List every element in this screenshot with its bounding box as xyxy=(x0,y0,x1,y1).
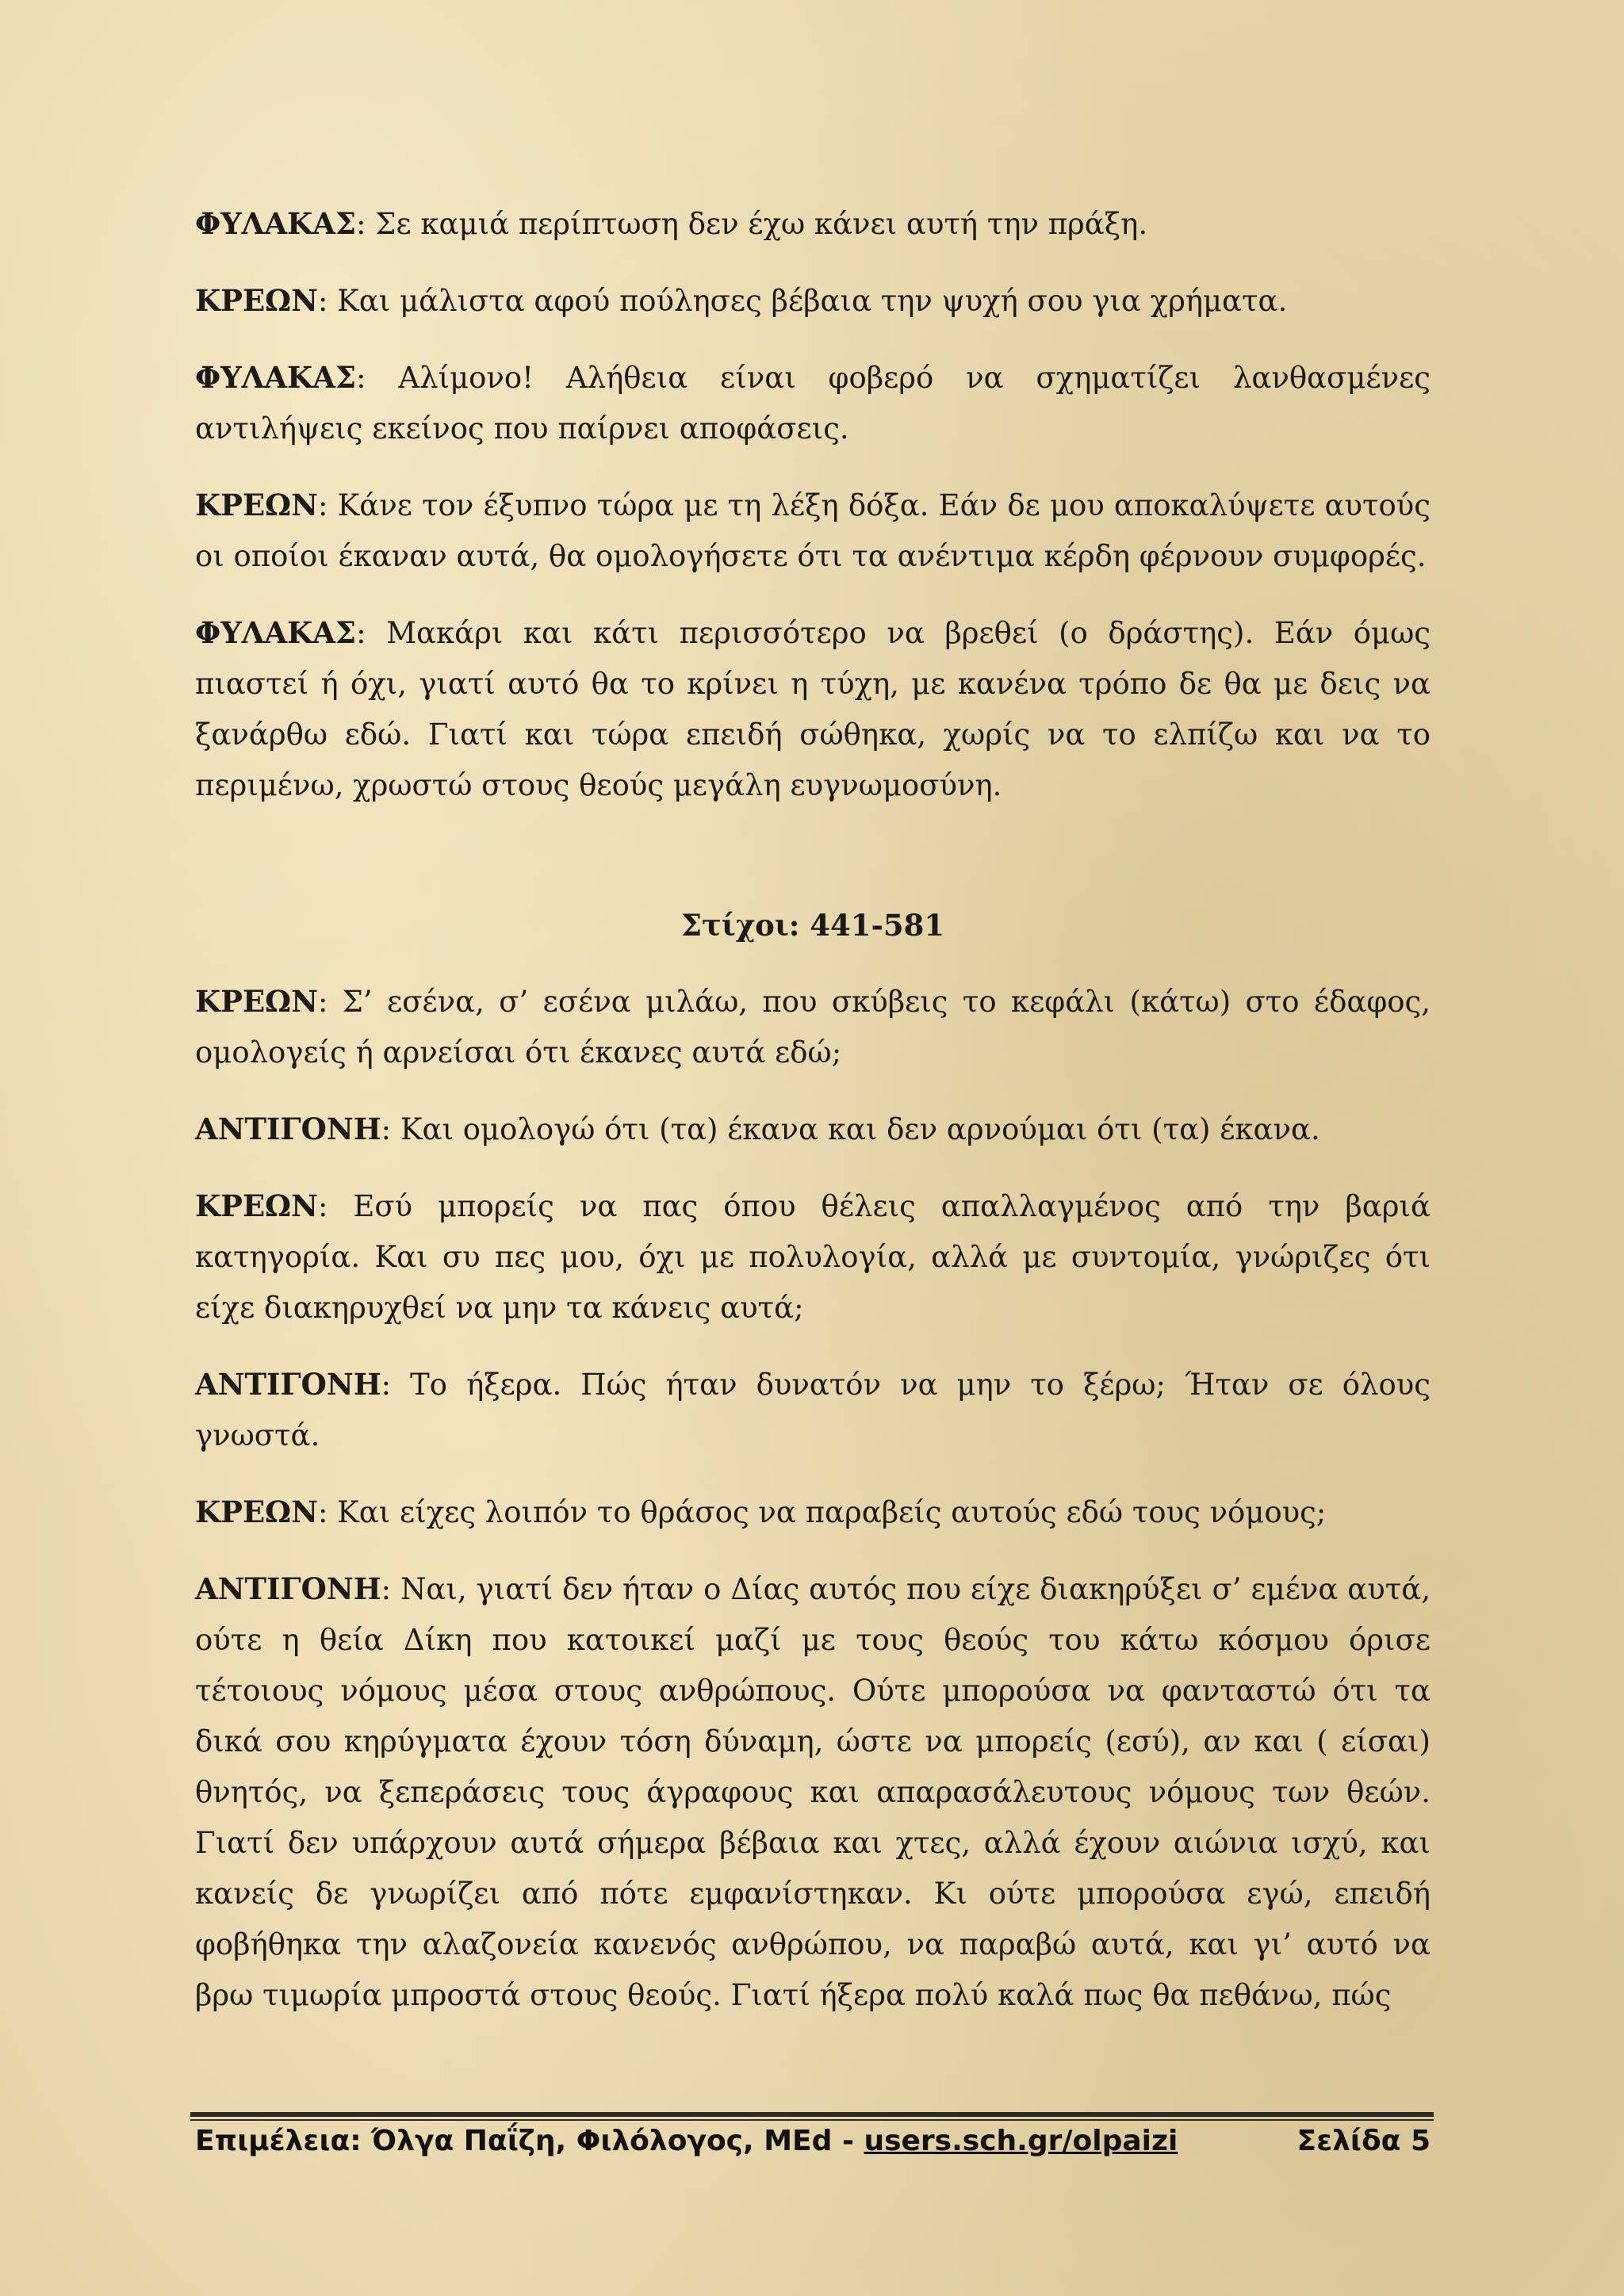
dialogue-text: : Σ’ εσένα, σ’ εσένα μιλάω, που σκύβεις το κεφάλι (κάτω) στο έδαφος, ομολογείς ή αρνείσαι ότι έκανες αυτά εδώ; xyxy=(195,985,1431,1070)
dialogue-paragraph xyxy=(195,352,1431,454)
speaker-name: ΚΡΕΩΝ xyxy=(195,984,318,1019)
speaker-name: ΑΝΤΙΓΟΝΗ xyxy=(195,1367,381,1402)
dialogue-paragraph xyxy=(195,1359,1431,1461)
dialogue-before xyxy=(195,198,1431,811)
page-body xyxy=(195,198,1431,2046)
dialogue-text: : Και είχες λοιπόν το θράσος να παραβείς αυτούς εδώ τους νόμους; xyxy=(317,1495,1327,1529)
dialogue-paragraph xyxy=(195,275,1431,327)
speaker-name: ΑΝΤΙΓΟΝΗ xyxy=(195,1571,381,1606)
dialogue-text: : Και μάλιστα αφού πούλησες βέβαια την ψυχή σου για χρήματα. xyxy=(317,284,1288,318)
speaker-name: ΦΥΛΑΚΑΣ xyxy=(195,206,357,241)
dialogue-paragraph xyxy=(195,1104,1431,1155)
dialogue-paragraph xyxy=(195,198,1431,250)
footer-divider xyxy=(190,2112,1434,2121)
dialogue-text: : Κάνε τον έξυπνο τώρα με τη λέξη δόξα. Εάν δε μου αποκαλύψετε αυτούς οι οποίοι έκαναν αυτά, θα ομολογήσετε ότι τα ανέντιμα κέρδη φέρνουν συμφορές. xyxy=(195,488,1431,573)
section-heading: Στίχοι: 441-581 xyxy=(680,908,945,943)
dialogue-text: : Μακάρι και κάτι περισσότερο να βρεθεί (ο δράστης). Εάν όμως πιαστεί ή όχι, γιατί αυτό θα το κρίνει η τύχη, με κανένα τρόπο δε θα με δεις να ξανάρθω εδώ. Γιατί και τώρα επειδή σώθηκα, χωρίς να το ελπίζω και να το περιμένω, χρωστώ στους θεούς μεγάλη ευγνωμοσύνη. xyxy=(195,616,1431,802)
speaker-name: ΦΥΛΑΚΑΣ xyxy=(195,615,357,650)
speaker-name: ΚΡΕΩΝ xyxy=(195,488,318,522)
dialogue-text: : Το ήξερα. Πώς ήταν δυνατόν να μην το ξέρω; Ήταν σε όλους γνωστά. xyxy=(195,1368,1431,1452)
dialogue-paragraph xyxy=(195,976,1431,1078)
page-number: Σελίδα 5 xyxy=(1297,2125,1431,2157)
footer-author: Επιμέλεια: Όλγα Παΐζη, Φιλόλογος, MEd - xyxy=(195,2125,854,2157)
dialogue-text: : Αλίμονο! Αλήθεια είναι φοβερό να σχηματίζει λανθασμένες αντιλήψεις εκείνος που παίρνει αποφάσεις. xyxy=(195,361,1431,446)
dialogue-paragraph xyxy=(195,1563,1431,2021)
footer-url-link[interactable]: users.sch.gr/olpaizi xyxy=(864,2125,1178,2157)
dialogue-paragraph xyxy=(195,1181,1431,1334)
dialogue-after xyxy=(195,976,1431,2021)
dialogue-text: : Εσύ μπορείς να πας όπου θέλεις απαλλαγμένος από την βαριά κατηγορία. Και συ πες μου, όχι με πολυλογία, αλλά με συντομία, γνώριζες ότι είχε διακηρυχθεί να μην τα κάνεις αυτά; xyxy=(195,1189,1431,1325)
page-footer xyxy=(195,2125,1431,2157)
footer-credit xyxy=(195,2125,1178,2157)
dialogue-paragraph xyxy=(195,1487,1431,1538)
dialogue-paragraph xyxy=(195,480,1431,582)
dialogue-text: : Σε καμιά περίπτωση δεν έχω κάνει αυτή την πράξη. xyxy=(356,207,1148,241)
speaker-name: ΑΝΤΙΓΟΝΗ xyxy=(195,1112,381,1146)
dialogue-paragraph xyxy=(195,607,1431,811)
dialogue-text: : Και ομολογώ ότι (τα) έκανα και δεν αρνούμαι ότι (τα) έκανα. xyxy=(381,1112,1320,1146)
speaker-name: ΦΥΛΑΚΑΣ xyxy=(195,360,357,395)
speaker-name: ΚΡΕΩΝ xyxy=(195,1188,318,1223)
speaker-name: ΚΡΕΩΝ xyxy=(195,1494,318,1529)
dialogue-text: : Ναι, γιατί δεν ήταν ο Δίας αυτός που είχε διακηρύξει σ’ εμένα αυτά, ούτε η θεία Δίκη που κατοικεί μαζί με τους θεούς του κάτω κόσμου όρισε τέτοιους νόμους μέσα στους ανθρώπους. Ούτε μπορούσα να φανταστώ ότι τα δικά σου κηρύγματα έχουν τόση δύναμη, ώστε να μπορείς (εσύ), αν και ( είσαι) θνητός, να ξεπεράσεις τους άγραφους και απαρασάλευτους νόμους των θεών. Γιατί δεν υπάρχουν αυτά σήμερα βέβαια και χτες, αλλά έχουν αιώνια ισχύ, και κανείς δε γνωρίζει από πότε εμφανίστηκαν. Κι ούτε μπορούσα εγώ, επειδή φοβήθηκα την αλαζονεία κανενός ανθρώπου, να παραβώ αυτά, και γι’ αυτό να βρω τιμωρία μπροστά στους θεούς. Γιατί ήξερα πολύ καλά πως θα πεθάνω, πώς xyxy=(195,1572,1431,2012)
speaker-name: ΚΡΕΩΝ xyxy=(195,283,318,318)
